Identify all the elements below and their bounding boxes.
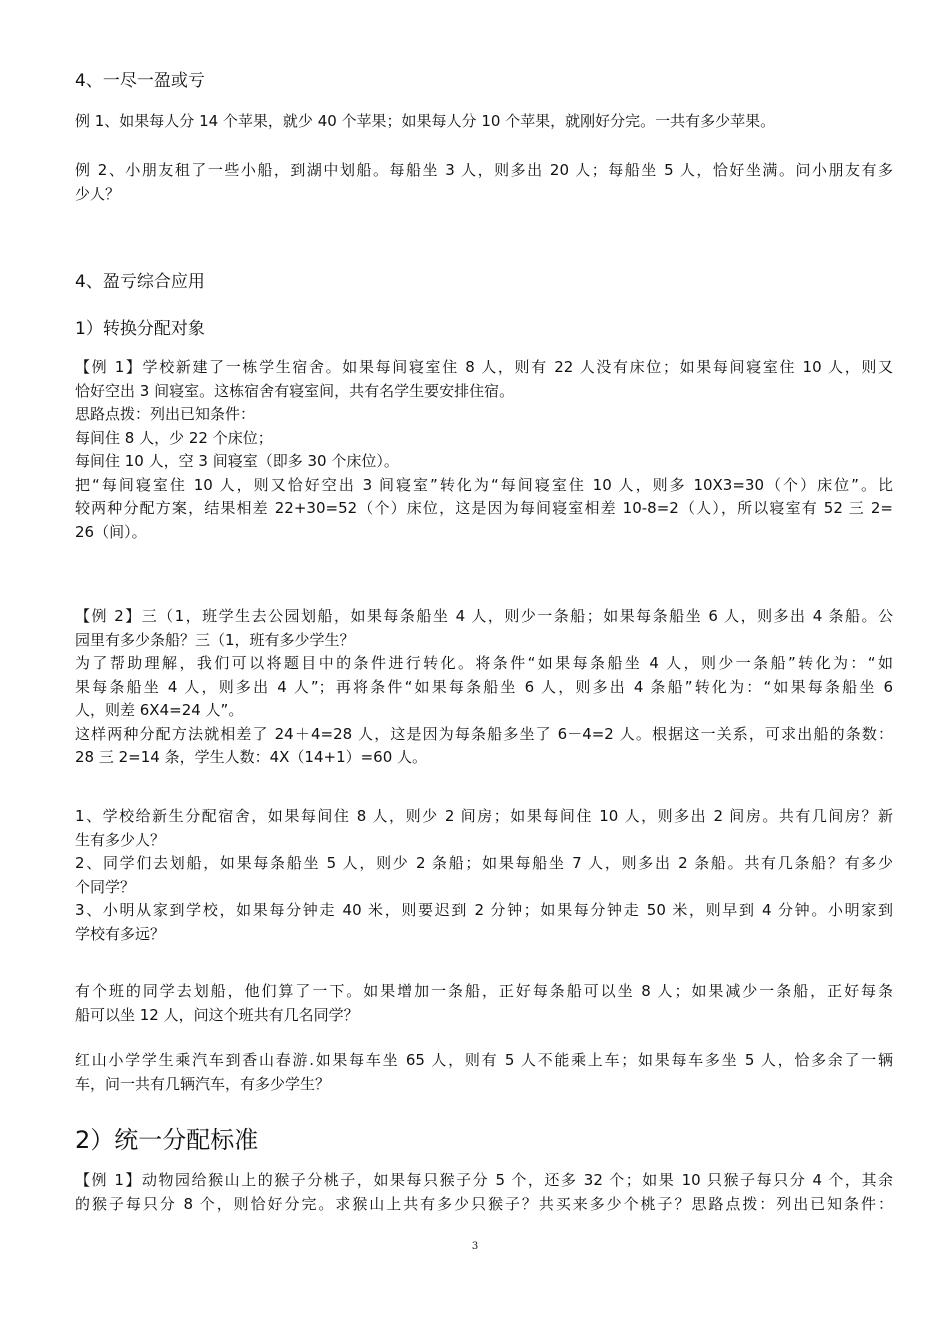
text-line: 每间住 10 人，空 3 间寝室（即多 30 个床位）。 [75,452,399,470]
example-2-class-boats [75,605,893,770]
text-line: 车，问一共有几辆汽车，有多少学生？ [75,1074,331,1093]
example-1-monkeys [75,1169,893,1216]
text-line: 26（间）。 [75,522,147,541]
text-line: 的猴子每只分 8 个，则恰好分完。求猴山上共有多少只猴子？共买来多少个桃子？思路点拨：列出已知条件： [75,1194,893,1213]
text-line: 红山小学学生乘汽车到香山春游.如果每车坐 65 人，则有 5 人不能乘上车；如果每车多坐 5 人，恰多余了一辆 [75,1051,893,1069]
text-line: 把“每间寝室住 10 人，则又恰好空出 3 间寝室”转化为“每间寝室住 10 人，则多 10X3=30（个）床位”。比 [75,475,893,494]
text-line: 例 2、小朋友租了一些小船，到湖中划船。每船坐 3 人，则多出 20 人；每船坐 5 人，恰好坐满。问小朋友有多 [75,161,893,179]
text-line: 28 三 2=14 条，学生人数：4X（14+1）=60 人。 [75,748,428,766]
text-line: 这样两种分配方法就相差了 24＋4=28 人，这是因为每条船多坐了 6－4=2 人。根据这一关系，可求出船的条数： [75,724,893,743]
text-line: 【例 1】学校新建了一栋学生宿舍。如果每间寝室住 8 人，则有 22 人没有床位；如果每间寝室住 10 人，则又 [75,358,893,376]
text-line: 恰好空出 3 间寝室。这栋宿舍有寝室间，共有名学生要安排住宿。 [75,381,515,400]
page-number: 3 [471,1241,479,1252]
example-1-apples [75,110,893,134]
subsection-heading-convert-object: 1）转换分配对象 [75,319,205,339]
text-line: 较两种分配方案，结果相差 22+30=52（个）床位，这是因为每间寝室相差 10-8=2（人），所以寝室有 52 三 2= [75,499,893,517]
text-line: 船可以坐 12 人，问这个班共有几名同学？ [75,1005,359,1024]
text-line: 少人？ [75,184,121,203]
text-line: 人，则差 6X4=24 人”。 [75,701,244,719]
text-line: 个同学？ [75,877,136,896]
text-line: 为了帮助理解，我们可以将题目中的条件进行转化。将条件“如果每条船坐 4 人，则少一条船”转化为：“如 [75,654,893,672]
example-2-boats [75,159,893,206]
text-line: 学校有多远？ [75,924,166,943]
text-line: 思路点拨：列出已知条件： [75,405,256,423]
text-line: 生有多少人？ [75,830,166,849]
section-heading-comprehensive: 4、盈亏综合应用 [75,272,205,292]
problem-bus-trip [75,1049,893,1096]
text-line: 1、学校给新生分配宿舍，如果每间住 8 人，则少 2 间房；如果每间住 10 人，则多出 2 间房。共有几间房？新 [75,807,893,825]
subsection-heading-unify-standard: 2）统一分配标准 [75,1126,259,1154]
text-line: 2、同学们去划船，如果每条船坐 5 人，则少 2 条船；如果每船坐 7 人，则多出 2 条船。共有几条船？有多少 [75,854,893,872]
text-line: 果每条船坐 4 人，则多出 4 人”；再将条件“如果每条船坐 6 人，则多出 4 条船”转化为：“如果每条船坐 6 [75,677,893,696]
text-line: 3、小明从家到学校，如果每分钟走 40 米，则要迟到 2 分钟；如果每分钟走 50 米，则早到 4 分钟。小明家到 [75,901,893,919]
problem-class-boats [75,980,893,1027]
exercise-list [75,805,893,946]
text-line: 【例 2】三（1，班学生去公园划船，如果每条船坐 4 人，则少一条船；如果每条船坐 6 人，则多出 4 条船。公 [75,607,893,625]
text-line: 每间住 8 人，少 22 个床位； [75,428,273,447]
text-line: 园里有多少条船？三（1，班有多少学生？ [75,630,355,649]
section-heading-excess-or-shortage: 4、一尽一盈或亏 [75,71,205,91]
text-line: 【例 1】动物园给猴山上的猴子分桃子，如果每只猴子分 5 个，还多 32 个；如果 10 只猴子每只分 4 个，其余 [75,1171,893,1189]
text-line: 有个班的同学去划船，他们算了一下。如果增加一条船，正好每条船可以坐 8 人；如果减少一条船，正好每条 [75,982,893,1000]
text-line: 例 1、如果每人分 14 个苹果，就少 40 个苹果；如果每人分 10 个苹果，就刚好分完。一共有多少苹果。 [75,112,776,130]
example-1-dormitory [75,356,893,544]
